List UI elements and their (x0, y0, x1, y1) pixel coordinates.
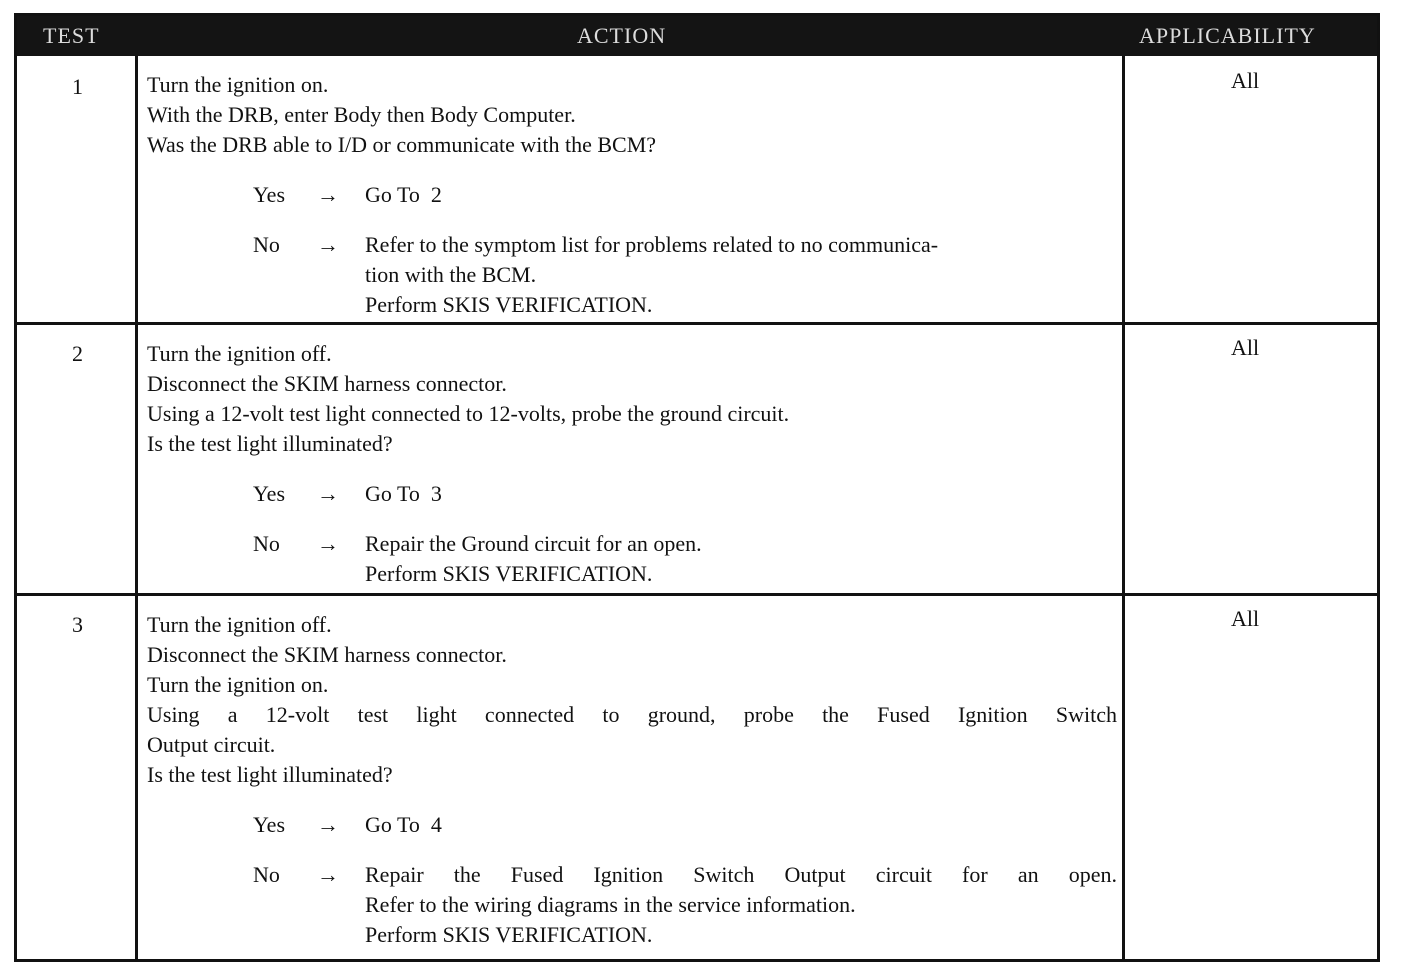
action-line: Using a 12-volt test light connected to 12-volts, probe the ground circuit. (147, 401, 790, 426)
no-text-line: Perform SKIS VERIFICATION. (365, 561, 653, 586)
applicability-value: All (1231, 606, 1260, 631)
no-text-line: Refer to the symptom list for problems related to no communica- (365, 232, 939, 257)
no-text-line: Perform SKIS VERIFICATION. (365, 292, 653, 317)
test-number: 2 (72, 341, 83, 366)
no-result (147, 230, 1117, 320)
header-test: TEST (43, 23, 100, 48)
no-text-line: Perform SKIS VERIFICATION. (365, 922, 653, 947)
table-row (17, 325, 1377, 593)
no-label: No (253, 531, 280, 556)
no-label: No (253, 232, 280, 257)
arrow-icon: → (317, 862, 339, 887)
no-text (365, 230, 1117, 320)
no-text (365, 529, 1117, 589)
no-text (365, 860, 1117, 950)
table-header (17, 16, 1377, 56)
arrow-icon: → (317, 182, 339, 207)
test-number: 1 (72, 74, 83, 99)
yes-text-line: Go To 4 (365, 812, 442, 837)
arrow-icon: → (317, 531, 339, 556)
arrow-icon: → (317, 481, 339, 506)
action-cell (147, 610, 1117, 950)
no-text-line: tion with the BCM. (365, 262, 537, 287)
yes-text-line: Go To 3 (365, 481, 442, 506)
no-result (147, 529, 1117, 589)
applicability-value: All (1231, 68, 1260, 93)
action-line: Output circuit. (147, 732, 276, 757)
action-line: Disconnect the SKIM harness connector. (147, 642, 507, 667)
table-row (17, 596, 1377, 959)
no-label: No (253, 862, 280, 887)
yes-text (365, 810, 1117, 840)
action-line: Turn the ignition off. (147, 341, 332, 366)
action-line: Using a 12-volt test light connected to ground, probe the Fused Ignition Switch (147, 702, 1117, 727)
action-line: Turn the ignition off. (147, 612, 332, 637)
test-number: 3 (72, 612, 83, 637)
yes-result (147, 180, 1117, 210)
yes-text (365, 479, 1117, 509)
action-cell (147, 339, 1117, 589)
header-applicability: APPLICABILITY (1139, 23, 1316, 48)
no-text-line: Repair the Fused Ignition Switch Output circuit for an open. (365, 862, 1117, 887)
action-line: Is the test light illuminated? (147, 431, 393, 456)
yes-result (147, 810, 1117, 840)
diagnostic-test-table (14, 13, 1380, 962)
yes-text-line: Go To 2 (365, 182, 442, 207)
no-result (147, 860, 1117, 950)
table-row (17, 56, 1377, 322)
action-cell (147, 70, 1117, 320)
arrow-icon: → (317, 232, 339, 257)
action-line: Turn the ignition on. (147, 672, 329, 697)
yes-label: Yes (253, 182, 286, 207)
applicability-value: All (1231, 335, 1260, 360)
action-line: Turn the ignition on. (147, 72, 329, 97)
arrow-icon: → (317, 812, 339, 837)
no-text-line: Repair the Ground circuit for an open. (365, 531, 702, 556)
yes-label: Yes (253, 812, 286, 837)
yes-text (365, 180, 1117, 210)
header-action: ACTION (577, 23, 667, 48)
no-text-line: Refer to the wiring diagrams in the service information. (365, 892, 856, 917)
action-line: Is the test light illuminated? (147, 762, 393, 787)
yes-result (147, 479, 1117, 509)
action-line: Disconnect the SKIM harness connector. (147, 371, 507, 396)
action-line: Was the DRB able to I/D or communicate with the BCM? (147, 132, 657, 157)
yes-label: Yes (253, 481, 286, 506)
action-line: With the DRB, enter Body then Body Computer. (147, 102, 576, 127)
